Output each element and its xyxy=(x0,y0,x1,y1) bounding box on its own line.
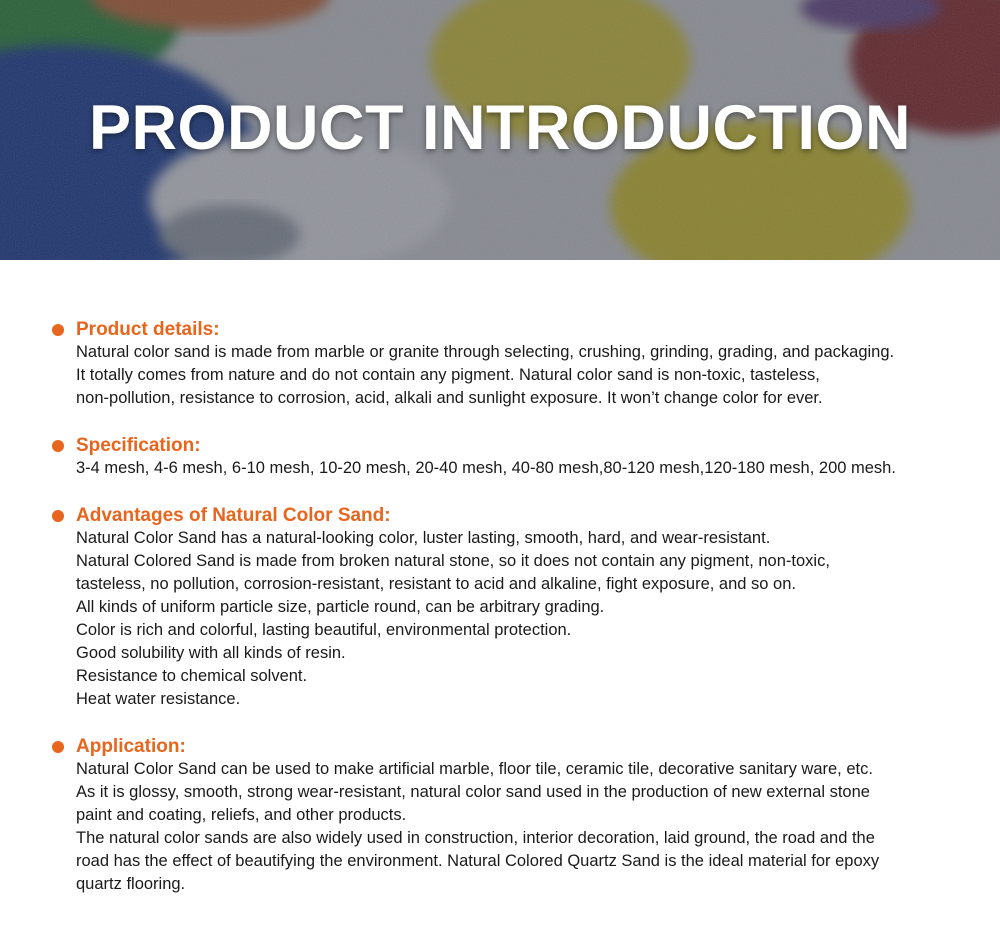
section-application xyxy=(0,735,1000,896)
text-line: All kinds of uniform particle size, particle round, can be arbitrary grading. xyxy=(76,598,605,616)
text-line: Resistance to chemical solvent. xyxy=(76,667,308,685)
text-line: quartz flooring. xyxy=(76,875,186,893)
text-line: non-pollution, resistance to corrosion, acid, alkali and sunlight exposure. It won’t change color for ever. xyxy=(76,389,823,407)
section-heading: Product details: xyxy=(76,319,220,340)
section-heading: Application: xyxy=(76,736,186,757)
section-advantages xyxy=(0,504,1000,711)
bullet-dot-icon xyxy=(52,324,64,336)
text-line: It totally comes from nature and do not contain any pigment. Natural color sand is non-toxic, tasteless, xyxy=(76,366,820,384)
text-line: Heat water resistance. xyxy=(76,690,241,708)
text-line: road has the effect of beautifying the environment. Natural Colored Quartz Sand is the ideal material for epoxy xyxy=(76,852,880,870)
text-line: tasteless, no pollution, corrosion-resistant, resistant to acid and alkaline, fight exposure, and so on. xyxy=(76,575,796,593)
page-title: PRODUCT INTRODUCTION xyxy=(89,93,911,163)
bullet-dot-icon xyxy=(52,741,64,753)
text-line: Natural Color Sand has a natural-looking color, luster lasting, smooth, hard, and wear-resistant. xyxy=(76,529,771,547)
product-content xyxy=(0,260,1000,896)
text-line: Natural Color Sand can be used to make artificial marble, floor tile, ceramic tile, decorative sanitary ware, etc. xyxy=(76,760,873,778)
text-line: As it is glossy, smooth, strong wear-resistant, natural color sand used in the production of new external stone xyxy=(76,783,870,801)
bullet-dot-icon xyxy=(52,440,64,452)
text-line: 3-4 mesh, 4-6 mesh, 6-10 mesh, 10-20 mesh, 20-40 mesh, 40-80 mesh,80-120 mesh,120-180 mesh, 200 mesh. xyxy=(76,459,896,477)
text-line: Natural color sand is made from marble or granite through selecting, crushing, grinding, grading, and packaging. xyxy=(76,343,895,361)
bullet-dot-icon xyxy=(52,510,64,522)
hero-banner xyxy=(0,0,1000,260)
section-product-details xyxy=(0,318,1000,410)
section-heading: Advantages of Natural Color Sand: xyxy=(76,505,391,526)
text-line: paint and coating, reliefs, and other products. xyxy=(76,806,407,824)
section-heading: Specification: xyxy=(76,435,201,456)
text-line: Color is rich and colorful, lasting beautiful, environmental protection. xyxy=(76,621,572,639)
text-line: Natural Colored Sand is made from broken natural stone, so it does not contain any pigment, non-toxic, xyxy=(76,552,830,570)
text-line: Good solubility with all kinds of resin. xyxy=(76,644,346,662)
text-line: The natural color sands are also widely used in construction, interior decoration, laid ground, the road and the xyxy=(76,829,875,847)
section-specification xyxy=(0,434,1000,480)
